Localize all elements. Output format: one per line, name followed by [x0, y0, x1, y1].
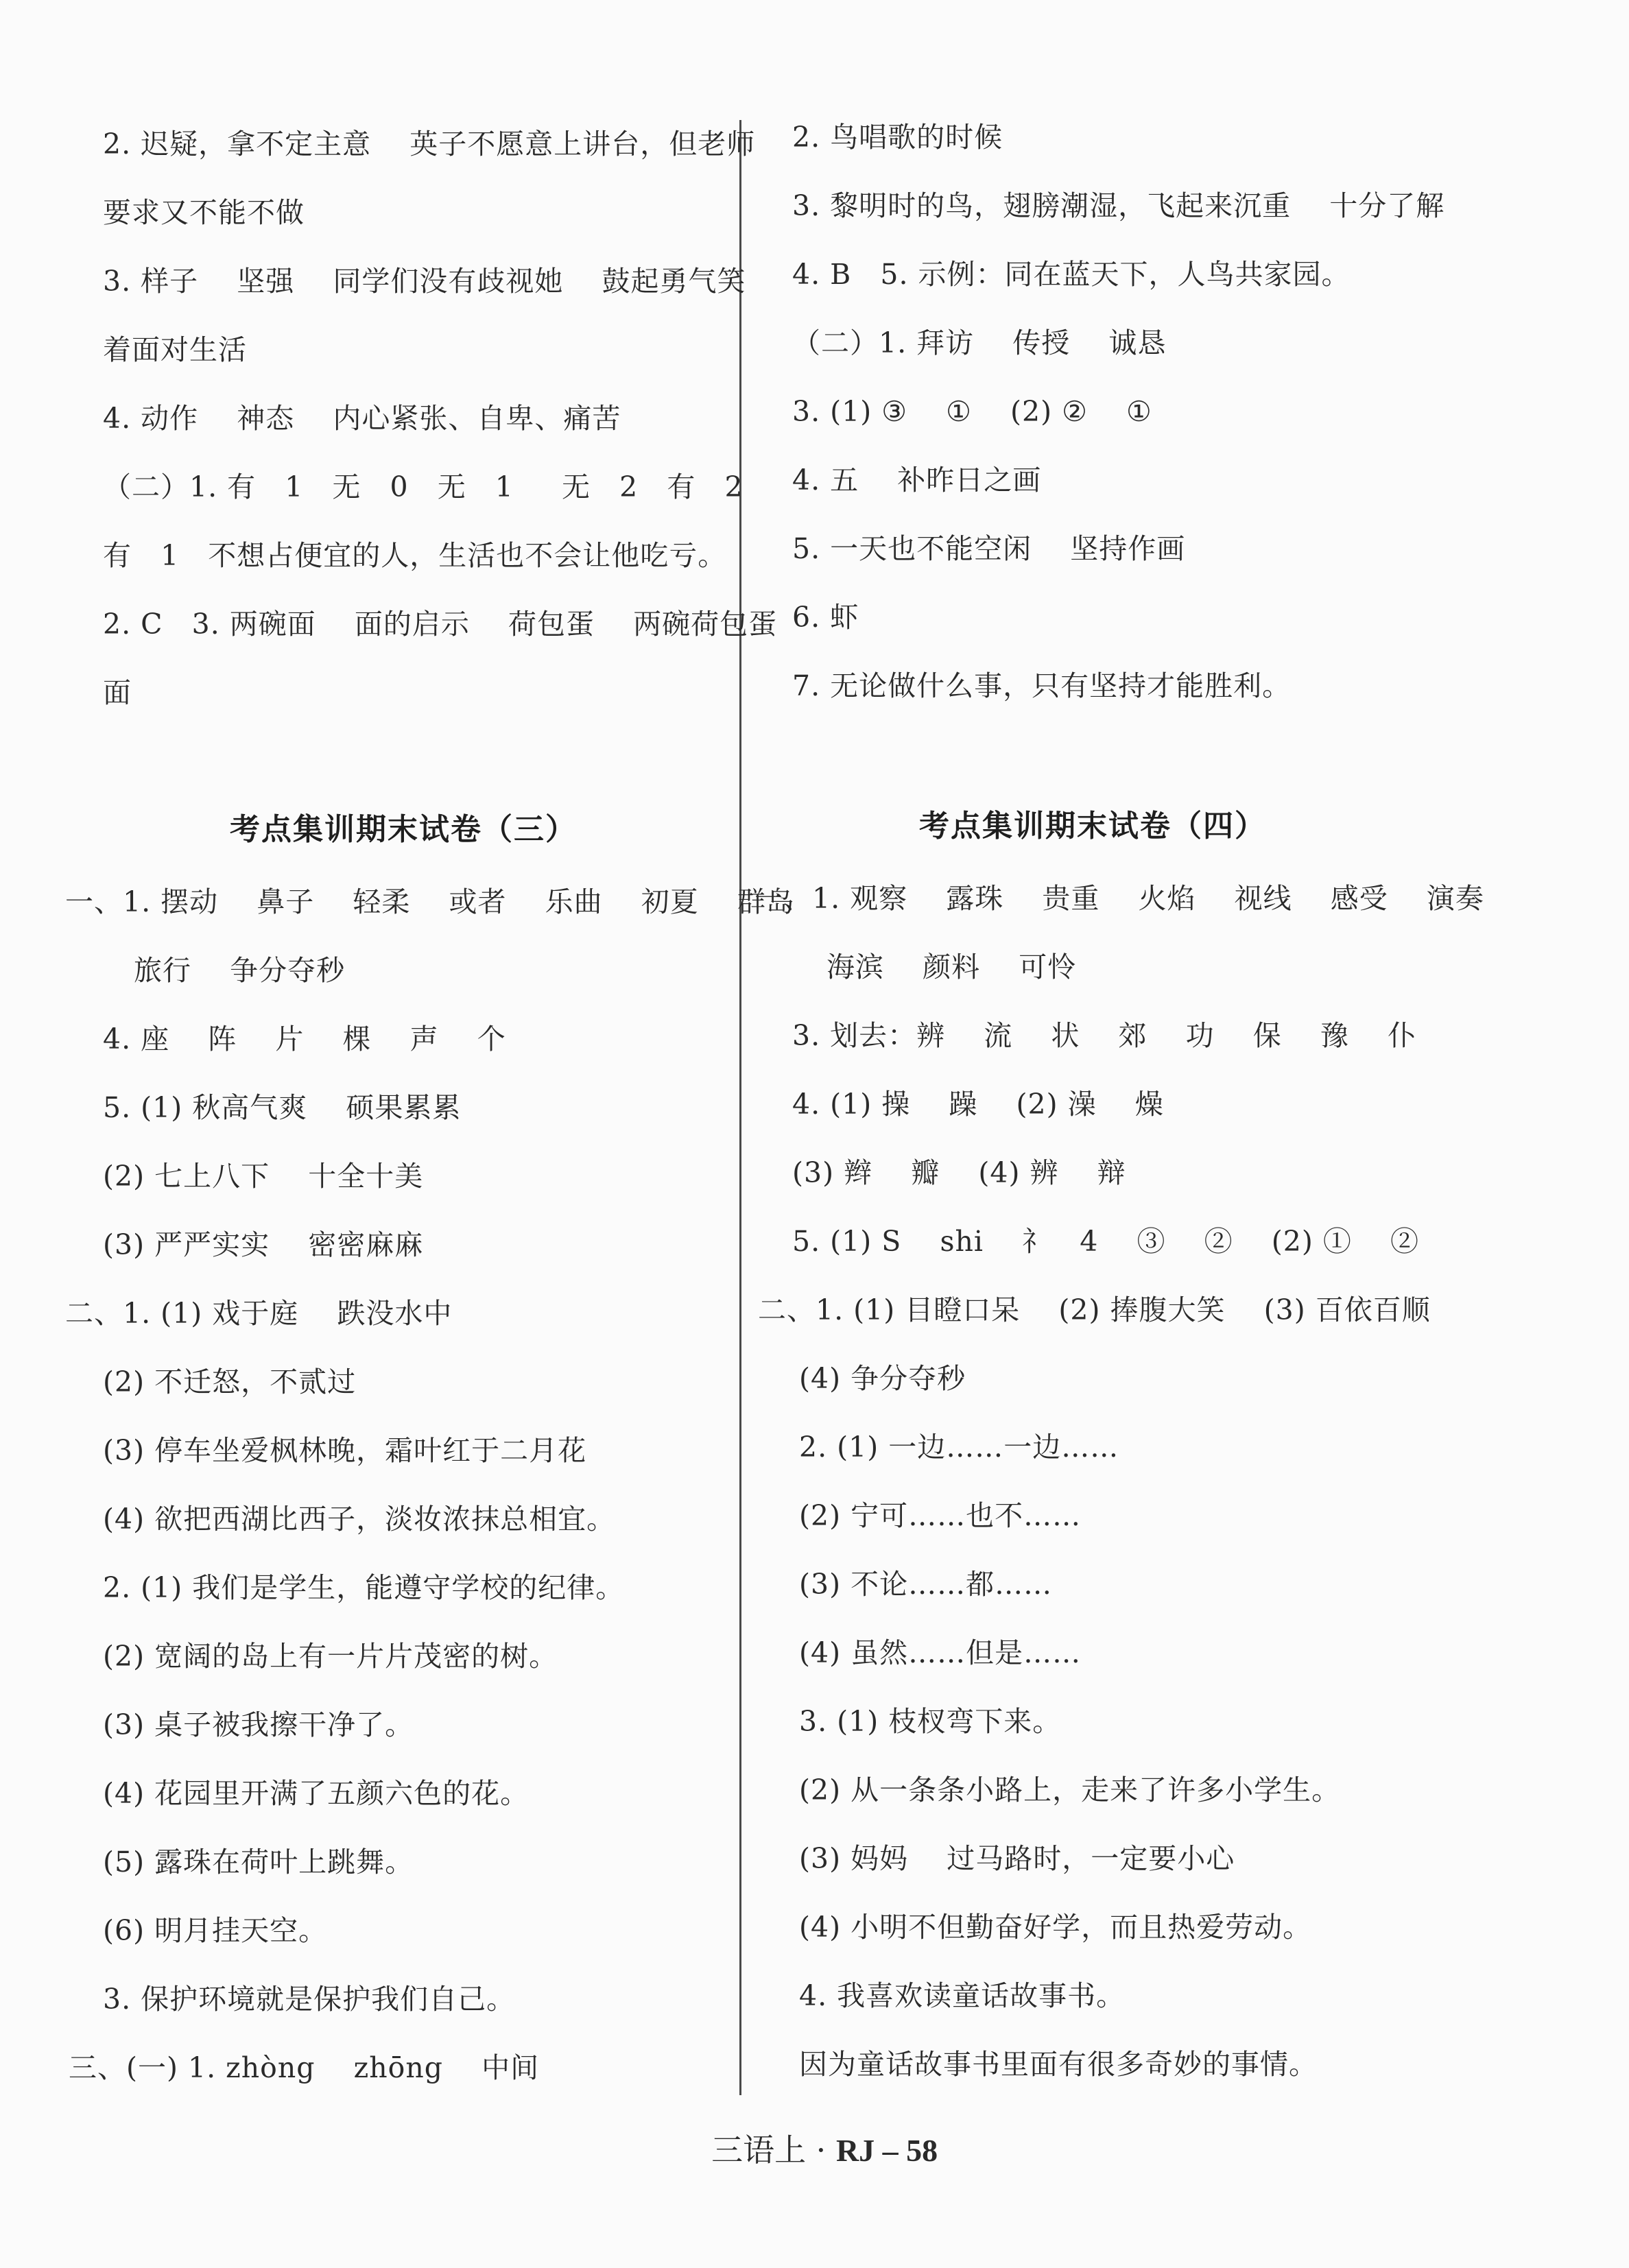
answer-line: 2. (1) 一边……一边…… [799, 1431, 1119, 1464]
answer-line: 4. 座 阵 片 棵 声 个 [103, 1023, 506, 1055]
answer-line: 3. 划去：辨 流 状 郊 功 保 豫 仆 [792, 1019, 1417, 1052]
answer-line: (5) 露珠在荷叶上跳舞。 [103, 1846, 414, 1878]
answer-line: 二、1. (1) 目瞪口呆 (2) 捧腹大笑 (3) 百依百顺 [758, 1293, 1431, 1326]
answer-line: (3) 辫 瓣 (4) 辨 辩 [792, 1156, 1126, 1189]
answer-line: 着面对生活 [103, 333, 247, 366]
answer-line: (4) 小明不但勤奋好学，而且热爱劳动。 [799, 1911, 1312, 1944]
answer-line: 3. 保护环境就是保护我们自己。 [103, 1983, 516, 2016]
answer-line: 海滨 颜料 可怜 [827, 951, 1077, 983]
answer-line: 旅行 争分夺秒 [134, 954, 346, 987]
answer-line: (4) 争分夺秒 [799, 1362, 966, 1395]
footer-subject: 三语上 · [711, 2132, 836, 2169]
page-footer [0, 2088, 1629, 2171]
answer-line: 因为童话故事书里面有很多奇妙的事情。 [799, 2048, 1318, 2081]
answer-line: 一、1. 摆动 鼻子 轻柔 或者 乐曲 初夏 群岛 [65, 885, 795, 918]
answer-line: (3) 不论……都…… [799, 1568, 1053, 1601]
answer-line: 一、1. 观察 露珠 贵重 火焰 视线 感受 演奏 [754, 882, 1484, 915]
section-heading-exam-3: 考点集训期末试卷（三） [230, 812, 577, 847]
answer-line: 4. 我喜欢读童话故事书。 [799, 1979, 1126, 2012]
answer-line: (4) 欲把西湖比西子，淡妆浓抹总相宜。 [103, 1503, 616, 1536]
answer-line: （二）1. 拜访 传授 诚恳 [792, 326, 1167, 359]
answer-line: (2) 从一条条小路上，走来了许多小学生。 [799, 1774, 1341, 1806]
answer-line: 4. 五 补昨日之画 [792, 464, 1042, 497]
answer-line: （二）1. 有 1 无 0 无 1 无 2 有 2 [103, 470, 744, 503]
answer-line: 2. 鸟唱歌的时候 [792, 121, 1003, 154]
answer-line: 6. 虾 [792, 601, 859, 634]
answer-line: 4. B 5. 示例：同在蓝天下，人鸟共家园。 [792, 258, 1351, 291]
answer-line: 4. 动作 神态 内心紧张、自卑、痛苦 [103, 402, 621, 435]
answer-line: 有 1 不想占便宜的人，生活也不会让他吃亏。 [103, 539, 727, 572]
answer-line: 4. (1) 操 躁 (2) 澡 燥 [792, 1088, 1164, 1121]
answer-line: 2. (1) 我们是学生，能遵守学校的纪律。 [103, 1571, 625, 1604]
answer-line: 2. 迟疑，拿不定主意 英子不愿意上讲台，但老师 [103, 128, 756, 160]
answer-line: 3. (1) ③ ① (2) ② ① [792, 395, 1152, 428]
answer-line: (3) 严严实实 密密麻麻 [103, 1228, 424, 1261]
answer-line: 3. 样子 坚强 同学们没有歧视她 鼓起勇气笑 [103, 265, 746, 298]
answer-line: (3) 桌子被我擦干净了。 [103, 1708, 414, 1741]
answer-line: (2) 宁可……也不…… [799, 1499, 1082, 1532]
answer-line: (3) 妈妈 过马路时，一定要小心 [799, 1842, 1235, 1875]
answer-line: 5. (1) 秋高气爽 硕果累累 [103, 1091, 462, 1124]
answer-line: (2) 不迁怒，不贰过 [103, 1365, 357, 1398]
answer-line: (2) 宽阔的岛上有一片片茂密的树。 [103, 1640, 558, 1673]
answer-line: 3. (1) 枝杈弯下来。 [799, 1705, 1062, 1738]
answer-line: (3) 停车坐爱枫林晚，霜叶红于二月花 [103, 1434, 587, 1467]
answer-line: 三、(一) 1. zhòng zhōng 中间 [69, 2051, 540, 2084]
answer-line: 7. 无论做什么事，只有坚持才能胜利。 [792, 669, 1292, 702]
answer-line: 二、1. (1) 戏于庭 跌没水中 [65, 1297, 453, 1330]
answer-line: (6) 明月挂天空。 [103, 1914, 328, 1947]
answer-line: 5. (1) S shi 礻 4 ③ ② (2) ① ② [792, 1225, 1419, 1258]
answer-line: 3. 黎明时的鸟，翅膀潮湿，飞起来沉重 十分了解 [792, 189, 1445, 222]
answer-line: (4) 虽然……但是…… [799, 1636, 1082, 1669]
column-divider [739, 120, 741, 2095]
answer-line: 要求又不能不做 [103, 196, 305, 229]
answer-line: (2) 七上八下 十全十美 [103, 1160, 424, 1193]
answer-line: 5. 一天也不能空闲 坚持作画 [792, 532, 1186, 565]
answer-line: 2. C 3. 两碗面 面的启示 荷包蛋 两碗荷包蛋 [103, 608, 778, 641]
section-heading-exam-4: 考点集训期末试卷（四） [919, 809, 1266, 844]
page-number: RJ – 58 [835, 2133, 938, 2168]
answer-line: 面 [103, 676, 132, 709]
answer-line: (4) 花园里开满了五颜六色的花。 [103, 1777, 530, 1810]
